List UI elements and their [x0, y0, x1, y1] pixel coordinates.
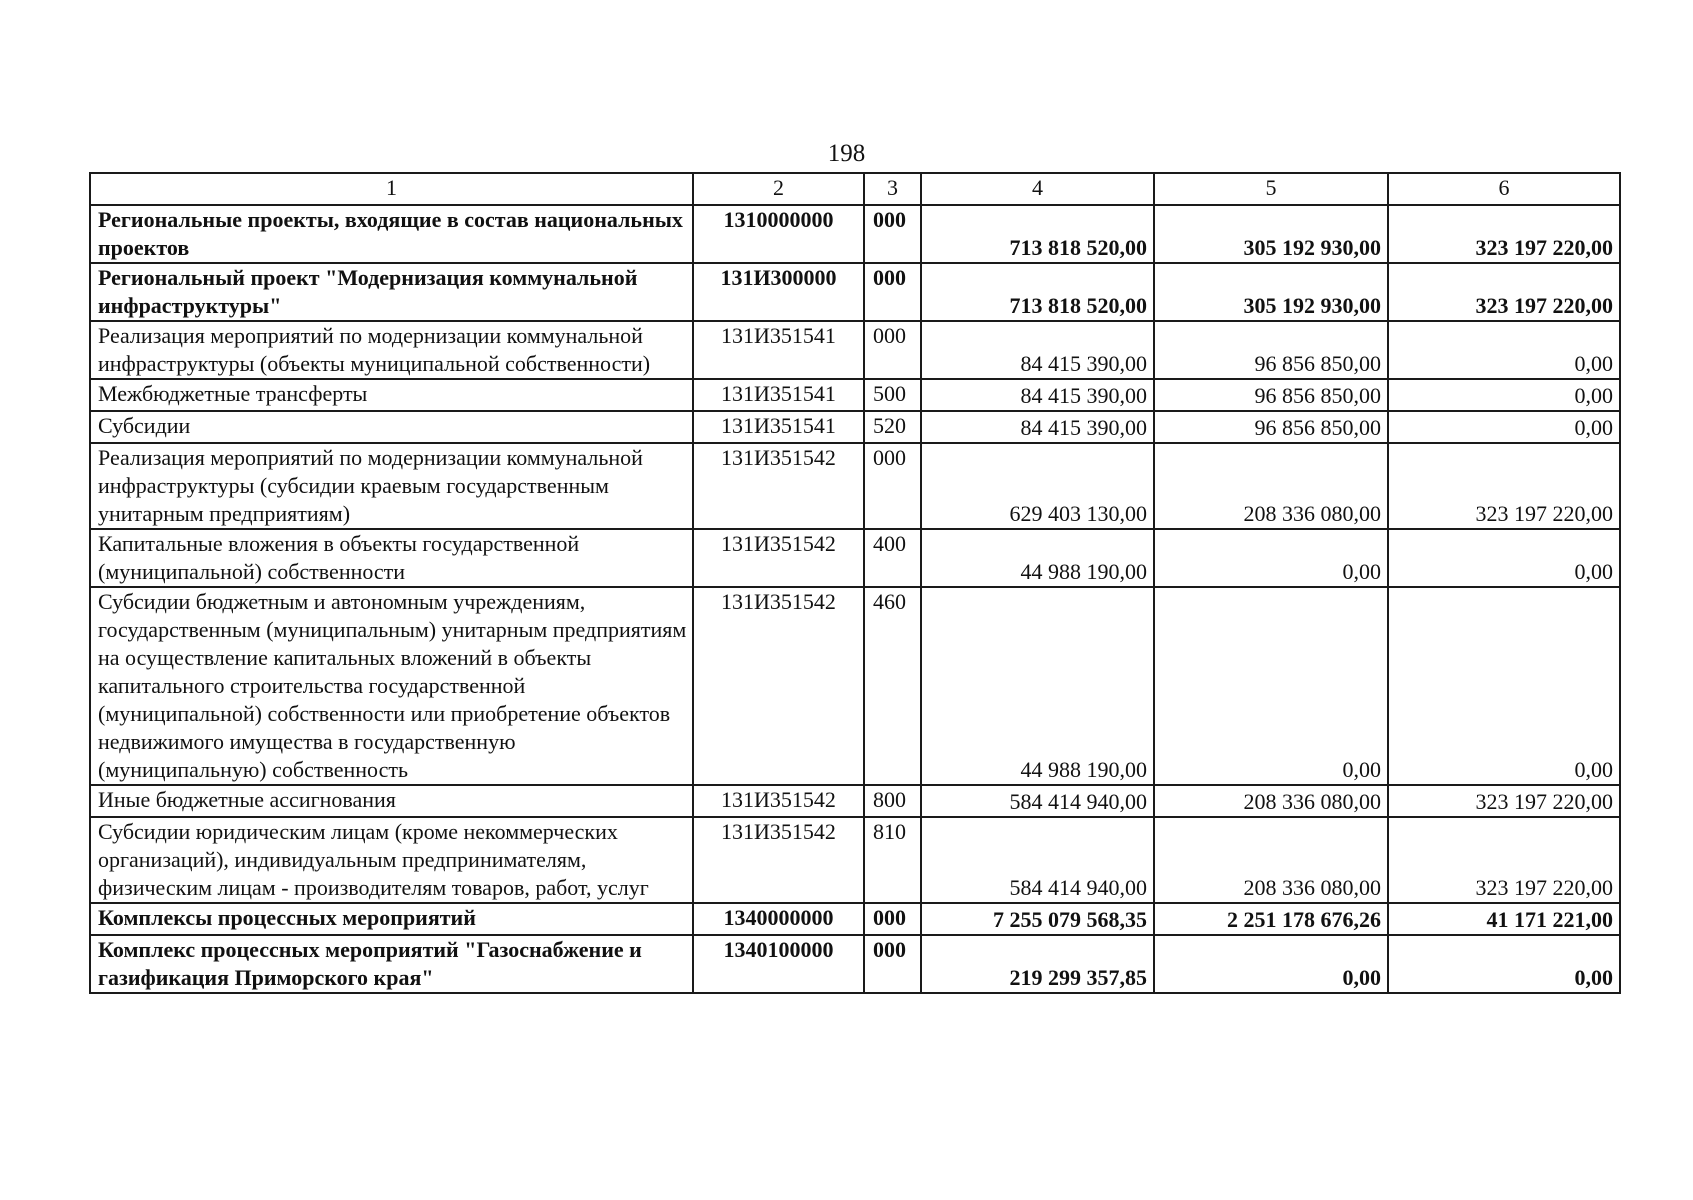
row-name: Межбюджетные трансферты — [90, 379, 693, 411]
row-value-col6: 323 197 220,00 — [1388, 205, 1620, 263]
row-expense-kind: 000 — [864, 205, 921, 263]
budget-table — [89, 172, 1621, 994]
row-expense-kind: 000 — [864, 321, 921, 379]
row-expense-kind: 460 — [864, 587, 921, 785]
row-expense-kind: 400 — [864, 529, 921, 587]
row-value-col5: 96 856 850,00 — [1154, 379, 1388, 411]
column-header-3: 3 — [864, 173, 921, 205]
column-header-6: 6 — [1388, 173, 1620, 205]
table-row — [90, 529, 1620, 587]
row-value-col5: 305 192 930,00 — [1154, 205, 1388, 263]
row-value-col6: 0,00 — [1388, 935, 1620, 993]
row-value-col5: 208 336 080,00 — [1154, 817, 1388, 903]
row-code: 131И351542 — [693, 785, 864, 817]
table-row — [90, 263, 1620, 321]
row-expense-kind: 520 — [864, 411, 921, 443]
row-value-col6: 323 197 220,00 — [1388, 817, 1620, 903]
row-value-col6: 0,00 — [1388, 529, 1620, 587]
row-code: 1340100000 — [693, 935, 864, 993]
row-value-col5: 2 251 178 676,26 — [1154, 903, 1388, 935]
row-name: Региональные проекты, входящие в состав национальных проектов — [90, 205, 693, 263]
row-value-col5: 96 856 850,00 — [1154, 321, 1388, 379]
row-code: 131И351541 — [693, 379, 864, 411]
table-row — [90, 411, 1620, 443]
row-value-col5: 0,00 — [1154, 587, 1388, 785]
row-value-col6: 0,00 — [1388, 321, 1620, 379]
row-expense-kind: 000 — [864, 935, 921, 993]
row-value-col5: 208 336 080,00 — [1154, 785, 1388, 817]
row-value-col5: 0,00 — [1154, 935, 1388, 993]
row-name: Комплексы процессных мероприятий — [90, 903, 693, 935]
row-code: 1310000000 — [693, 205, 864, 263]
row-code: 131И351541 — [693, 411, 864, 443]
table-row — [90, 903, 1620, 935]
row-value-col6: 323 197 220,00 — [1388, 263, 1620, 321]
row-value-col4: 44 988 190,00 — [921, 587, 1154, 785]
table-row — [90, 817, 1620, 903]
row-value-col6: 0,00 — [1388, 411, 1620, 443]
row-code: 131И300000 — [693, 263, 864, 321]
row-value-col4: 44 988 190,00 — [921, 529, 1154, 587]
column-header-4: 4 — [921, 173, 1154, 205]
row-value-col4: 713 818 520,00 — [921, 205, 1154, 263]
page-number: 198 — [827, 140, 866, 167]
row-value-col4: 7 255 079 568,35 — [921, 903, 1154, 935]
row-value-col4: 84 415 390,00 — [921, 411, 1154, 443]
row-value-col4: 219 299 357,85 — [921, 935, 1154, 993]
table-row — [90, 935, 1620, 993]
row-value-col4: 629 403 130,00 — [921, 443, 1154, 529]
row-value-col6: 0,00 — [1388, 379, 1620, 411]
row-expense-kind: 500 — [864, 379, 921, 411]
row-value-col5: 96 856 850,00 — [1154, 411, 1388, 443]
row-name: Субсидии бюджетным и автономным учреждениям, государственным (муниципальным) унитарным предприятиям на осуществление капитальных вложений в объекты капитального строительства государственной (муниципальной) собственности или приобретение объектов недвижимого имущества в государственную (муниципальную) собственность — [90, 587, 693, 785]
table-row — [90, 321, 1620, 379]
row-name: Субсидии — [90, 411, 693, 443]
row-name: Реализация мероприятий по модернизации коммунальной инфраструктуры (субсидии краевым государственным унитарным предприятиям) — [90, 443, 693, 529]
row-value-col5: 0,00 — [1154, 529, 1388, 587]
table-row — [90, 379, 1620, 411]
row-expense-kind: 800 — [864, 785, 921, 817]
row-value-col5: 208 336 080,00 — [1154, 443, 1388, 529]
row-name: Региональный проект "Модернизация коммунальной инфраструктуры" — [90, 263, 693, 321]
row-name: Иные бюджетные ассигнования — [90, 785, 693, 817]
row-value-col4: 84 415 390,00 — [921, 379, 1154, 411]
row-code: 131И351542 — [693, 529, 864, 587]
column-header-2: 2 — [693, 173, 864, 205]
row-value-col5: 305 192 930,00 — [1154, 263, 1388, 321]
row-value-col6: 41 171 221,00 — [1388, 903, 1620, 935]
row-expense-kind: 000 — [864, 263, 921, 321]
column-header-1: 1 — [90, 173, 693, 205]
row-expense-kind: 000 — [864, 903, 921, 935]
row-code: 131И351541 — [693, 321, 864, 379]
row-code: 131И351542 — [693, 817, 864, 903]
column-header-5: 5 — [1154, 173, 1388, 205]
table-row — [90, 587, 1620, 785]
table-row — [90, 205, 1620, 263]
header-row — [90, 173, 1620, 205]
row-value-col4: 713 818 520,00 — [921, 263, 1154, 321]
table-row — [90, 785, 1620, 817]
row-expense-kind: 810 — [864, 817, 921, 903]
row-name: Комплекс процессных мероприятий "Газоснабжение и газификация Приморского края" — [90, 935, 693, 993]
row-code: 131И351542 — [693, 443, 864, 529]
row-expense-kind: 000 — [864, 443, 921, 529]
row-name: Реализация мероприятий по модернизации коммунальной инфраструктуры (объекты муниципальной собственности) — [90, 321, 693, 379]
row-name: Капитальные вложения в объекты государственной (муниципальной) собственности — [90, 529, 693, 587]
row-code: 1340000000 — [693, 903, 864, 935]
table-row — [90, 443, 1620, 529]
row-value-col6: 323 197 220,00 — [1388, 785, 1620, 817]
row-value-col4: 84 415 390,00 — [921, 321, 1154, 379]
row-value-col4: 584 414 940,00 — [921, 817, 1154, 903]
row-name: Субсидии юридическим лицам (кроме некоммерческих организаций), индивидуальным предпринимателям, физическим лицам - производителям товаров, работ, услуг — [90, 817, 693, 903]
row-value-col6: 0,00 — [1388, 587, 1620, 785]
row-code: 131И351542 — [693, 587, 864, 785]
row-value-col6: 323 197 220,00 — [1388, 443, 1620, 529]
row-value-col4: 584 414 940,00 — [921, 785, 1154, 817]
